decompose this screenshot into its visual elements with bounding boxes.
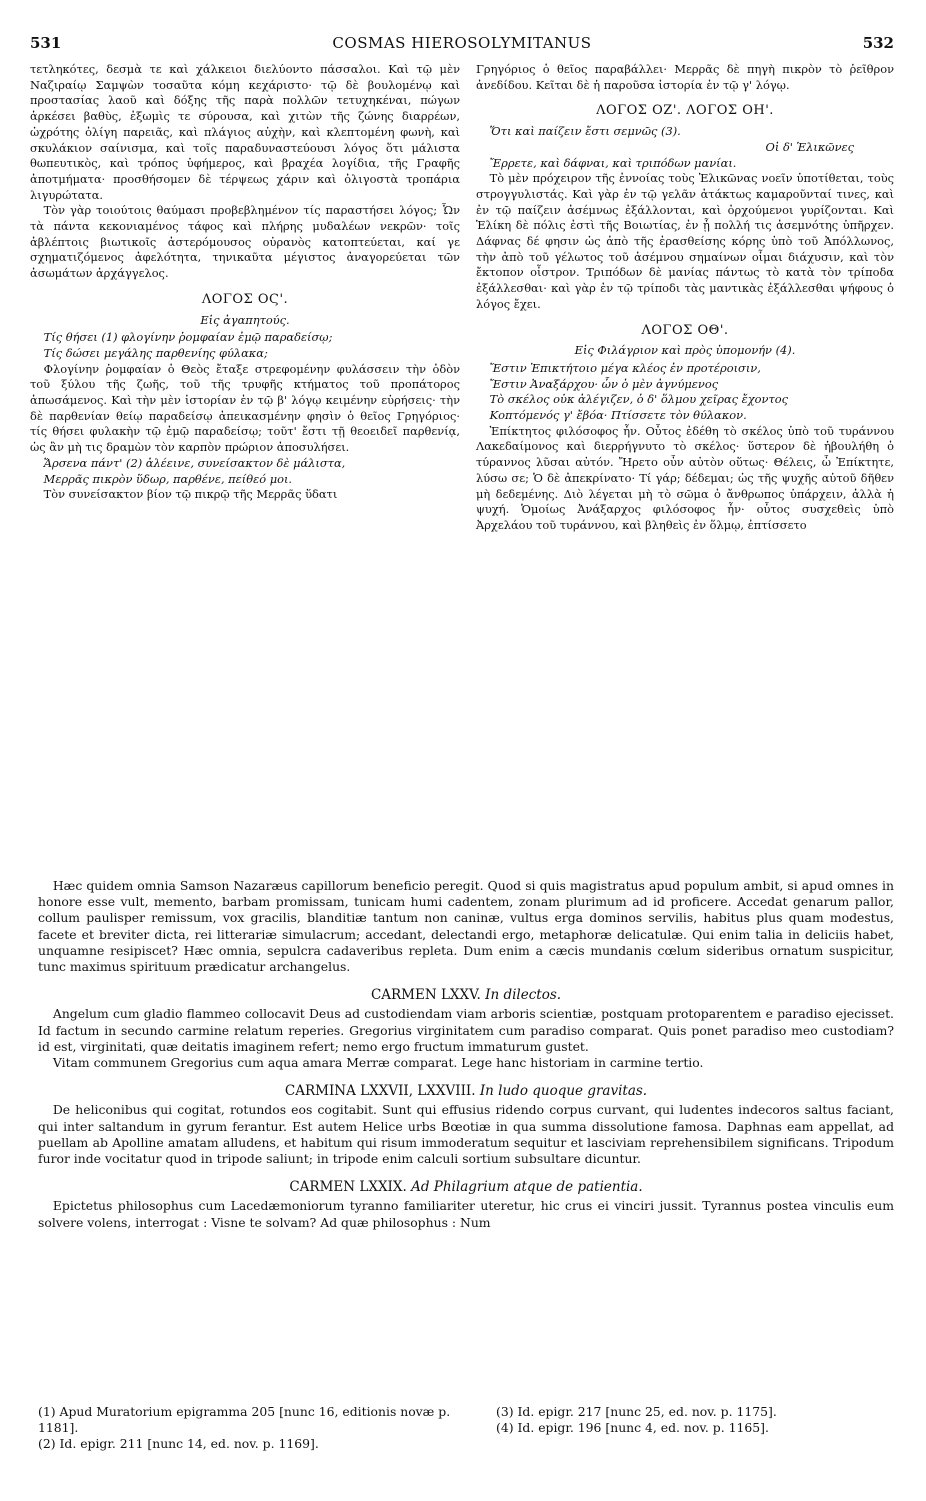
paragraph: Ἐπίκτητος φιλόσοφος ἦν. Οὗτος ἐδέθη τὸ σκέλος ὑπὸ τοῦ τυράννου Λακεδαίμονος καὶ διερρήγνυτο τὸ σκέλος· ὕστερον δὲ ἠβουλήθη ὁ τύραννος λῦσαι αὐτόν. Ἤρετο οὖν αὐτὸν οὕτως· Θέλεις, ὦ Ἐπίκτητε, λύσω σε; Ὁ δὲ ἀπεκρίνατο· Τί γάρ; δέδεμαι; ὡς τῆς ψυχῆς αὐτοῦ δῆθεν μὴ δεδεμένης. Διὸ λέγεται μὴ τὸ σῶμα ὁ ἄνθρωπος ὑπάρχειν, ἀλλὰ ἡ ψυχή. Ὁμοίως Ἀνάξαρχος φιλόσοφος ἦν· οὗτος συσχεθεὶς ὑπὸ Ἀρχελάου τοῦ τυράννου, καὶ βληθεὶς ἐν ὅλμῳ, ἐπτίσσετο [476,423,894,532]
verse-line: Ἔστιν Ἐπικτήτοιο μέγα κλέος ἐν προτέροισιν, [489,360,761,375]
verse-line: Τίς θήσει (1) φλογίνην ῥομφαίαν ἐμῷ παραδείσῳ; [43,330,333,345]
carmen-number: CARMEN LXXIX. [289,1179,407,1196]
section-heading: ΛΟΓΟΣ ΟϚ'. [201,291,289,307]
verse-line: Μερρᾶς πικρὸν ὕδωρ, παρθένε, πείθεό μοι. [43,471,293,486]
latin-translation [38,878,894,1231]
carmen-title: In dilectos. [485,987,562,1004]
paragraph: Τὸν συνείσακτον βίον τῷ πικρῷ τῆς Μερρᾶς ὕδατι [43,487,338,502]
running-title: COSMAS HIEROSOLYMITANUS [332,34,592,52]
verse-line: Ὅτι καὶ παίζειν ἔστι σεμνῶς (3). [489,124,681,139]
paragraph: De heliconibus qui cogitat, rotundos eos cogitabit. Sunt qui effusius ridendo corpus curvant, qui ludentes indecoros saltus faciant, qui inter saltandum in gyrum ferantur. Est autem Helice urbs Bœotiæ in qua summa dissolutione famosa. Daphnas eam appellat, ad puellam ab Apolline amatam alludens, et habitum qui risum immoderatum sequitur et lasciviam reprehensibilem significans. Tripodum furor inde vocitatur quod in tripode saliunt; in tripode enim calculi sortium subsultare dicuntur. [38,1102,894,1167]
page-number-left: 531 [30,34,62,52]
verse-line: Ἔστιν Ἀναξάρχου· ὧν ὁ μὲν ἀγνύμενος [489,376,719,391]
paragraph: τετληκότες, δεσμὰ τε καὶ χάλκειοι διελύοντο πάσσαλοι. Καὶ τῷ μὲν Ναζιραίῳ Σαμψὼν τοσαῦτα κόμη κεχάριστο· τῷ δὲ βουλομένῳ καὶ προστασίας λαοῦ καὶ δόξης τῆς παρὰ πολλῶν τετυχηκέναι, πώγων ἀρκέσει βαθὺς, ἐξωμὶς τε σύρουσα, καὶ χιτὼν τῆς ζώνης διαρρέων, ὠχρότης ὀλίγη παρειᾶς, καὶ πλάγιος αὐχὴν, καὶ κλεπτομένη φωνὴ, καὶ σκυλάκιον σαίνισμα, καὶ τοῖς παραδυναστεύουσι λόγος ὅτι μάλιστα θωπευτικὸς, καὶ τρόπος ὑφήμερος, καὶ βραχέα λογίδια, τῆς Γραφῆς ἀποτμήματα· προσθήσομεν δὲ τέρψεως χάριν καὶ ὀλιγοστὰ τροπάρια λιγυρώτατα. [30,62,460,202]
section-subtitle: Εἰς ἀγαπητούς. [200,312,290,327]
paragraph: Φλογίνην ῥομφαίαν ὁ Θεὸς ἔταξε στρεφομένην φυλάσσειν τὴν ὁδὸν τοῦ ξύλου τῆς ζωῆς, τοῦ τῆς τρυφῆς κτήματος τοῦ προπάτορος ἀπωσάμενος. Καὶ τὴν μὲν ἱστορίαν ἐν τῷ β' λόγῳ κειμένην εὑρήσεις· τὴν δὲ παρθενίαν θείῳ παραδείσῳ ἀπεικασμένην φησὶν ὁ θεῖος Γρηγόριος· τίς θήσει φυλακὴν τῷ ἐμῷ παραδείσῳ; τοῦτ' ἔστι τῇ θεοειδεῖ παρθενίᾳ, ὡς ἂν μὴ τις δραμὼν τὸν καρπὸν πρώριον ἀποσυλήσει. [30,361,460,455]
running-header [30,34,894,58]
paragraph: Hæc quidem omnia Samson Nazaræus capillorum beneficio peregit. Quod si quis magistratus apud populum ambit, si apud omnes in honore esse vult, memento, barbam promissam, tunicam humi cadentem, zonam plurimum ad id proficere. Accedat genarum pallor, collum paulisper remissum, vox gracilis, blanditiæ tantum non caninæ, vultus erga dominos servilis, habitus plus quam modestus, facete et breviter dicta, rei litterariæ simulacrum; accedant, delectandi ergo, metaphoræ delicatulæ. Qui enim talia in deliciis habet, unquamne resipiscet? Hæc omnia, sepulcra cadaveribus repleta. Dum enim a cæcis mundanis cœlum sideribus ornatum suspicitur, tunc maximus spirituum prædicatur archangelus. [38,878,894,975]
footnote: (3) Id. epigr. 217 [nunc 25, ed. nov. p. 1175]. [496,1404,777,1419]
section-heading: ΛΟΓΟΣ ΟΘ'. [641,322,729,338]
section-heading: ΛΟΓΟΣ ΟΖ'. ΛΟΓΟΣ ΟΗ'. [596,103,774,119]
footnotes-left [38,1404,458,1452]
footnotes-right [496,1404,894,1436]
paragraph: Τὸν γὰρ τοιούτοις θαύμασι προβεβλημένον τίς παραστήσει λόγος; Ὧν τὰ πάντα κεκονιαμένος τάφος καὶ πλήρης μυδαλέων νεκρῶν· τοῖς ἀβλέπτοις βιωτικοῖς ἀστερόμουσος οὐρανὸς κατοπτεύεται, καί γε σχηματιζόμενος ἀφελότητα, τηνικαῦτα μέγιστος ἀναγορεύεται τῶν ἀσωμάτων ἀρχάγγελος. [30,203,460,281]
greek-column-right [476,62,894,534]
section-heading [38,1083,894,1099]
page-number-right: 532 [862,34,894,52]
verse-line: Τίς δώσει μεγάλης παρθενίης φύλακα; [43,345,268,360]
carmen-number: CARMINA LXXVII, LXXVIII. [284,1083,476,1100]
section-heading [38,1179,894,1195]
verse-line: Ἄρσενα πάντ' (2) ἀλέεινε, συνείσακτον δὲ μάλιστα, [43,455,346,470]
section-subtitle: Εἰς Φιλάγριον καὶ πρὸς ὑπομονήν (4). [574,343,796,358]
section-heading [38,987,894,1003]
paragraph: Vitam communem Gregorius cum aqua amara Merræ comparat. Lege hanc historiam in carmine tertio. [52,1055,704,1071]
paragraph: Γρηγόριος ὁ θεῖος παραβάλλει· Μερρᾶς δὲ πηγὴ πικρὸν τὸ ῥεῖθρον ἀνεδίδου. Κεῖται δὲ ἡ παροῦσα ἱστορία ἐν τῷ γ' λόγῳ. [476,62,894,92]
carmen-title: In ludo quoque gravitas. [479,1083,648,1100]
verse-line: Κοπτόμενός γ' ἔβόα· Πτίσσετε τὸν θύλακον. [489,408,747,423]
verse-line: Τὸ σκέλος οὐκ ἀλέγιζεν, ὁ δ' ὅλμου χεῖρας ἔχοντος [489,392,788,407]
carmen-title: Ad Philagrium atque de patientia. [411,1179,643,1196]
paragraph: Angelum cum gladio flammeo collocavit Deus ad custodiendam viam arboris scientiæ, postquam protoparentem e paradiso ejecisset. Id factum in secundo carmine relatum reperies. Gregorius virginitatem cum paradiso comparat. Quis ponet paradiso meo custodiam? id est, virginitati, quæ deitatis imaginem refert; nemo ergo fructum immaturum gustet. [38,1006,894,1054]
paragraph: Epictetus philosophus cum Lacedæmoniorum tyranno familiariter uteretur, hic crus ei vinciri jussit. Tyrannus postea vinculis eum solvere volens, interrogat : Visne te solvam? Ad quæ philosophus : Num [38,1198,894,1230]
paragraph: Τὸ μὲν πρόχειρον τῆς ἐννοίας τοὺς Ἑλικῶνας νοεῖν ὑποτίθεται, τοὺς στρογγυλιστάς. Καὶ γὰρ ἐν τῷ γελᾶν ἀτάκτως καμαροῦνταί τινες, καὶ ἐν τῷ παίζειν ἀσέμνως ἐξάλλονται, καὶ ὀρχούμενοι γυρίζονται. Καὶ Ἑλίκη δὲ πόλις ἐστὶ τῆς Βοιωτίας, ἐν ᾗ πολλή τις ἀσεμνότης ὑπῆρχεν. Δάφνας δέ φησιν ὡς ἀπὸ τῆς ἐρασθείσης κόρης ὑπὸ τοῦ Ἀπόλλωνος, τὴν ἀπὸ τοῦ γέλωτος τοῦ ἀσέμνου σημαίνων οἶμαι διάχυσιν, καὶ τὸν ἔκτοπον οἶστρον. Τριπόδων δὲ μανίας πάντως τὸ κατὰ τὸν τρίποδα ἐξάλλεσθαι· καὶ γὰρ ἐν τῷ τρίποδι τὰς μαντικὰς ἐξάλλεσθαι ψήφους ὁ λόγος ἔχει. [476,171,894,311]
footnote: (1) Apud Muratorium epigramma 205 [nunc 16, editionis novæ p. 1181]. [38,1404,451,1435]
carmen-number: CARMEN LXXV. [370,987,481,1004]
greek-column-left [30,62,460,503]
verse-line: Ἔρρετε, καὶ δάφναι, καὶ τριπόδων μανίαι. [489,155,737,170]
footnote: (2) Id. epigr. 211 [nunc 14, ed. nov. p. 1169]. [38,1436,319,1451]
footnote: (4) Id. epigr. 196 [nunc 4, ed. nov. p. 1165]. [496,1420,769,1435]
verse-line: Οἱ δ' Ἑλικῶνες [765,139,854,154]
